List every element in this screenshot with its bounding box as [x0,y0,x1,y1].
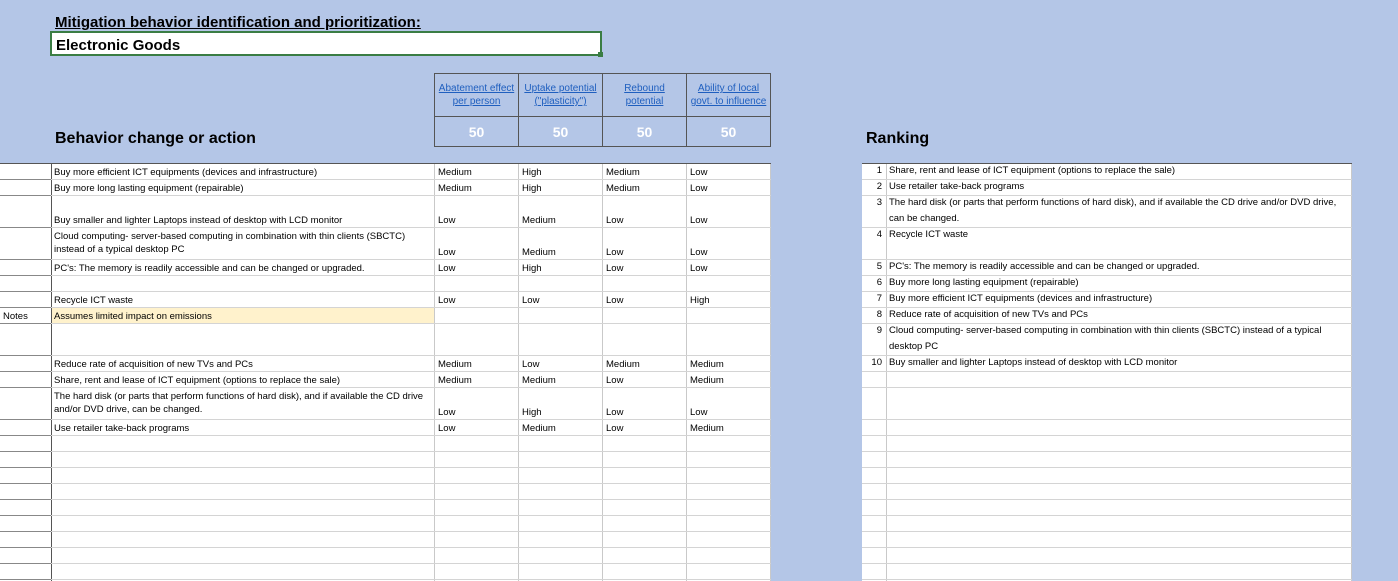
rank-number[interactable]: 9 [876,325,882,336]
behavior-text[interactable]: Cloud computing- server-based computing in combination with thin clients (SBCTC) instead of a typical desktop PC [54,231,406,255]
category-input-cell[interactable]: Electronic Goods [50,31,602,56]
rebound-value[interactable]: Medium [606,183,640,194]
note-text[interactable]: Assumes limited impact on emissions [54,311,212,322]
rank-number[interactable]: 7 [876,293,882,304]
uptake-value[interactable]: Medium [522,375,556,386]
rank-text[interactable]: Share, rent and lease of ICT equipment (options to replace the sale) [889,165,1176,176]
rebound-value[interactable]: Low [606,375,624,386]
behavior-text[interactable]: Buy smaller and lighter Laptops instead of desktop with LCD monitor [54,215,343,226]
ranking-grid[interactable] [862,163,1352,581]
section-ranking-heading: Ranking [866,130,930,147]
abatement-value[interactable]: Low [438,263,456,274]
rank-text[interactable]: Reduce rate of acquisition of new TVs and PCs [889,309,1088,320]
rank-number[interactable]: 2 [876,181,882,192]
behavior-text[interactable]: Buy more long lasting equipment (repairable) [54,183,244,194]
behavior-text[interactable]: Reduce rate of acquisition of new TVs and PCs [54,359,253,370]
uptake-value[interactable]: High [522,407,542,418]
rank-text[interactable]: PC's: The memory is readily accessible and can be changed or upgraded. [889,261,1200,272]
uptake-value[interactable]: High [522,263,542,274]
influence-value[interactable]: Medium [690,375,724,386]
behavior-text[interactable]: The hard disk (or parts that perform functions of hard disk), and if available the CD drive and/or DVD drive, can be changed. [54,391,424,415]
rank-number[interactable]: 1 [876,165,882,176]
rank-text[interactable]: Buy more efficient ICT equipments (devices and infrastructure) [889,293,1153,304]
uptake-value[interactable]: High [522,183,542,194]
weight-influence[interactable]: 50 [686,117,771,147]
rank-text[interactable]: Recycle ICT waste [889,229,969,240]
influence-value[interactable]: Medium [690,423,724,434]
rank-text[interactable]: Buy smaller and lighter Laptops instead of desktop with LCD monitor [889,357,1178,368]
rebound-value[interactable]: Low [606,263,624,274]
influence-value[interactable]: Low [690,167,708,178]
abatement-value[interactable]: Low [438,215,456,226]
row-header-strip [0,163,51,581]
rank-number[interactable]: 10 [871,357,882,368]
influence-value[interactable]: Low [690,183,708,194]
rebound-value[interactable]: Low [606,407,624,418]
influence-value[interactable]: Medium [690,359,724,370]
behavior-text[interactable]: Recycle ICT waste [54,295,134,306]
rank-number[interactable]: 5 [876,261,882,272]
behavior-grid[interactable] [51,163,771,581]
rebound-value[interactable]: Low [606,423,624,434]
abatement-value[interactable]: Low [438,407,456,418]
abatement-value[interactable]: Low [438,247,456,258]
abatement-value[interactable]: Low [438,295,456,306]
rebound-value[interactable]: Low [606,295,624,306]
influence-value[interactable]: Low [690,215,708,226]
rebound-value[interactable]: Medium [606,359,640,370]
rebound-value[interactable]: Medium [606,167,640,178]
uptake-value[interactable]: Low [522,295,540,306]
rank-number[interactable]: 6 [876,277,882,288]
rebound-value[interactable]: Low [606,247,624,258]
weight-uptake[interactable]: 50 [518,117,603,147]
rebound-value[interactable]: Low [606,215,624,226]
abatement-value[interactable]: Medium [438,183,472,194]
sheet-title: Mitigation behavior identification and prioritization: [55,14,421,31]
uptake-value[interactable]: High [522,167,542,178]
rank-text[interactable]: Cloud computing- server-based computing in combination with thin clients (SBCTC) instead of a typical desktop PC [889,325,1322,352]
abatement-value[interactable]: Medium [438,167,472,178]
influence-value[interactable]: Low [690,263,708,274]
header-uptake[interactable]: Uptake potential ("plasticity") [518,73,603,117]
behavior-text[interactable]: Share, rent and lease of ICT equipment (options to replace the sale) [54,375,341,386]
header-influence[interactable]: Ability of local govt. to influence [686,73,771,117]
uptake-value[interactable]: Medium [522,247,556,258]
abatement-value[interactable]: Medium [438,375,472,386]
uptake-value[interactable]: Medium [522,423,556,434]
rank-number[interactable]: 3 [876,197,882,208]
influence-value[interactable]: Low [690,247,708,258]
behavior-text[interactable]: PC's: The memory is readily accessible and can be changed or upgraded. [54,263,365,274]
uptake-value[interactable]: Low [522,359,540,370]
rank-text[interactable]: Buy more long lasting equipment (repairable) [889,277,1079,288]
abatement-value[interactable]: Low [438,423,456,434]
section-behavior-heading: Behavior change or action [55,130,256,147]
weight-abatement[interactable]: 50 [434,117,519,147]
uptake-value[interactable]: Medium [522,215,556,226]
rank-number[interactable]: 4 [876,229,882,240]
behavior-text[interactable]: Use retailer take-back programs [54,423,190,434]
notes-label: Notes [3,311,28,322]
rank-text[interactable]: Use retailer take-back programs [889,181,1025,192]
rank-number[interactable]: 8 [876,309,882,320]
header-abatement[interactable]: Abatement effect per person [434,73,519,117]
header-rebound[interactable]: Rebound potential [602,73,687,117]
behavior-text[interactable]: Buy more efficient ICT equipments (devices and infrastructure) [54,167,318,178]
influence-value[interactable]: Low [690,407,708,418]
influence-value[interactable]: High [690,295,710,306]
rank-text[interactable]: The hard disk (or parts that perform functions of hard disk), and if available the CD drive and/or DVD drive, can be changed. [889,197,1337,224]
weight-rebound[interactable]: 50 [602,117,687,147]
abatement-value[interactable]: Medium [438,359,472,370]
